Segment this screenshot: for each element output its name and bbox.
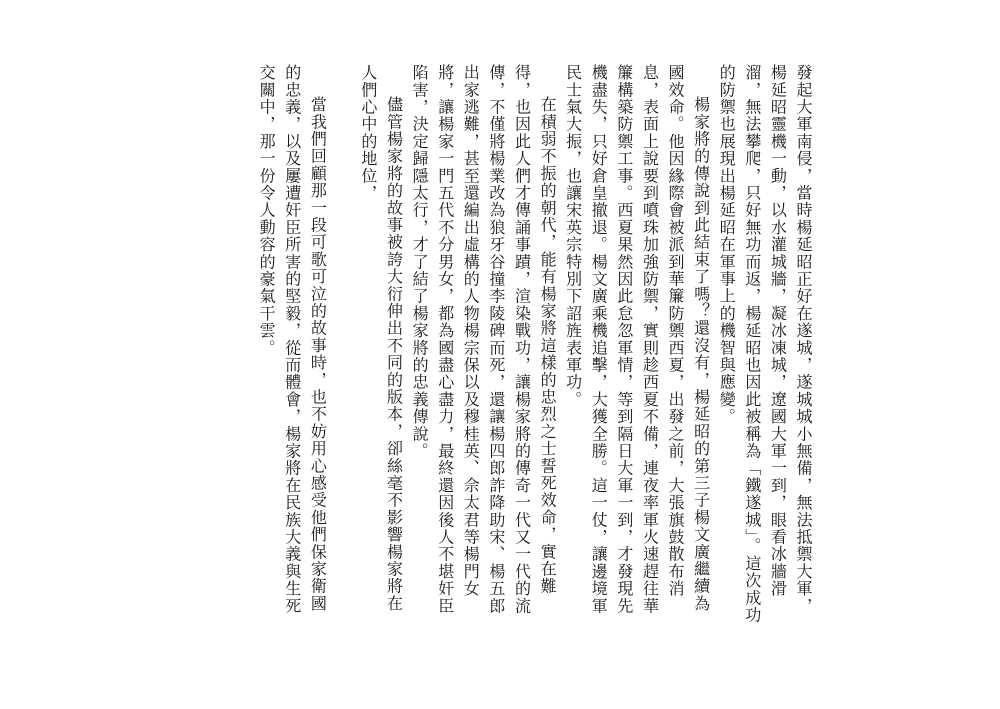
paragraph-legend-spread: 在積弱不振的朝代，能有楊家將這樣的忠烈之士誓死效命，實在難得，也因此人們才傳誦事蹟，渲染戰功，讓楊家將的傳奇一代又一代的流傳，不僅將楊業改為狼牙谷撞李陵碑而死，還讓楊四郎詐降助宋、楊五郎出家逃難，甚至還編出虛構的人物楊宗保以及穆桂英、佘太君等楊門女將，讓楊家一門五代不分男女，都為國盡心盡力，最終還因後人不堪奸臣陷害，決定歸隱太行，才了結了楊家將的忠義傳說。	[410, 64, 558, 615]
paragraph-yang-wenguang: 楊家將的傳說到此結束了嗎？還沒有，楊延昭的第三子楊文廣繼續為國效命。他因緣際會被派到華簾防禦西夏，出發之前，大張旗鼓散布消息，表面上說要到噴珠加強防禦，實則趁西夏不備，連夜率軍火速趕往華簾構築防禦工事。西夏果然因此怠忽軍情，等到隔日大軍一到，才發現先機盡失，只好倉皇撤退。楊文廣乘機追擊，大獲全勝。這一仗，讓邊境軍民士氣大振，也讓宋英宗特別下詔旌表軍功。	[563, 64, 711, 615]
vertical-text-block	[257, 64, 816, 624]
paragraph-conclusion: 當我們回顧那一段可歌可泣的故事時，也不妨用心感受他們保家衛國的忠義，以及屢遭奸臣所害的堅毅，從而體會，楊家將在民族大義與生死交關中，那一份令人動容的豪氣干雲。	[257, 64, 328, 615]
paragraph-versions: 儘管楊家將的故事被誇大衍伸出不同的版本，卻絲毫不影響楊家將在人們心中的地位，	[358, 64, 404, 612]
paragraph-continuation: 發起大軍南侵，當時楊延昭正好在遂城，遂城城小無備，無法抵禦大軍，楊延昭靈機一動，以水灌城牆，凝冰凍城，遼國大軍一到，眼看冰牆滑溜，無法攀爬，只好無功而返，楊延昭也因此被稱為「鐵遂城」。這次成功的防禦也展現出楊延昭在軍事上的機智與應變。	[717, 64, 813, 624]
